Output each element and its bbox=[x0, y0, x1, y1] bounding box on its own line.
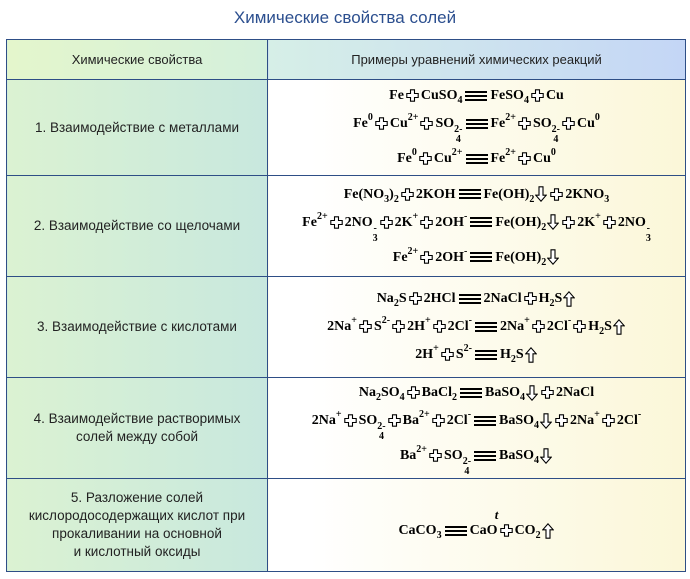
property-text: солей между собой bbox=[75, 429, 199, 444]
plus-icon bbox=[562, 216, 575, 229]
plus-icon bbox=[330, 216, 343, 229]
property-cell bbox=[7, 479, 268, 572]
plus-icon bbox=[531, 89, 544, 102]
property-text: 4. Взаимодействие растворимых bbox=[33, 411, 241, 426]
property-text: и кислотный оксиды bbox=[73, 544, 201, 559]
header-row bbox=[7, 40, 686, 80]
equation-molecular: $Fe(NO_3)_2$ 2KOH $Fe(OH)_2$ $2KNO_3$ bbox=[343, 186, 610, 205]
plus-icon bbox=[392, 320, 405, 333]
property-text: кислородосодержащих кислот при bbox=[28, 508, 246, 523]
plus-icon bbox=[429, 449, 442, 462]
plus-icon bbox=[500, 524, 513, 537]
plus-icon bbox=[602, 414, 615, 427]
equals-icon bbox=[444, 525, 468, 537]
property-text: прокаливании на основной bbox=[52, 526, 222, 541]
table-row bbox=[7, 277, 686, 378]
header-properties: Химические свойства bbox=[7, 40, 268, 80]
plus-icon bbox=[380, 216, 393, 229]
equation-short-ionic: Fe$^0$ $Cu^{2+}$ $Fe^{2+}$ Cu$^0$ bbox=[397, 147, 556, 166]
equations-cell bbox=[268, 479, 686, 572]
gas-arrow-up-icon bbox=[563, 291, 575, 307]
equation-decomposition: CaCO$_3$ CaO $CO_2$ bbox=[268, 521, 685, 541]
equals-icon bbox=[464, 90, 488, 102]
plus-icon bbox=[388, 414, 401, 427]
equals-icon bbox=[474, 349, 498, 361]
table-row bbox=[7, 176, 686, 277]
property-text: 3. Взаимодействие с кислотами bbox=[37, 319, 237, 334]
plus-icon bbox=[518, 117, 531, 130]
plus-icon bbox=[550, 188, 563, 201]
plus-icon bbox=[420, 117, 433, 130]
equations-cell bbox=[268, 176, 686, 277]
property-text: 1. Взаимодействие с металлами bbox=[34, 119, 240, 135]
plus-icon bbox=[407, 386, 420, 399]
plus-icon bbox=[420, 216, 433, 229]
equation-molecular: $Na_2S$ 2HCl 2NaCl $H_2S$ bbox=[268, 285, 685, 313]
equation-short-ionic: $Fe^{2+}$ 2OH- $Fe(OH)_2$ bbox=[268, 244, 685, 272]
plus-icon bbox=[432, 414, 445, 427]
plus-icon bbox=[532, 320, 545, 333]
equation-full-ionic: 2Na+ SO 2- 4 $Ba^{2+}$ 2Cl- BaSO$_4$ 2Na+ 2Cl- bbox=[311, 409, 642, 442]
precipitate-arrow-down-icon bbox=[547, 214, 559, 230]
plus-icon bbox=[433, 320, 446, 333]
equation-molecular: Fe CuSO$_4$ FeSO$_4$ Cu bbox=[389, 88, 564, 106]
precipitate-arrow-down-icon bbox=[540, 413, 552, 429]
equation-short-ionic: $Ba^{2+}$ SO 2- 4 BaSO$_4$ bbox=[268, 442, 685, 477]
salt-properties-table bbox=[6, 39, 686, 572]
plus-icon bbox=[359, 320, 372, 333]
property-text: 2. Взаимодействие со щелочами bbox=[33, 218, 241, 233]
equals-icon bbox=[458, 293, 482, 305]
equals-icon bbox=[473, 415, 497, 427]
precipitate-arrow-down-icon bbox=[526, 385, 538, 401]
plus-icon bbox=[441, 348, 454, 361]
plus-icon bbox=[409, 292, 422, 305]
equation-short-ionic: 2H+ $S^{2-}$ $H_2S$ bbox=[268, 341, 685, 369]
equation-full-ionic: Fe$^0$ $Cu^{2+}$ SO 2- 4 $Fe^{2+}$ SO 2- 4 Cu$^0$ bbox=[353, 112, 600, 145]
gas-arrow-up-icon bbox=[542, 523, 554, 539]
plus-icon bbox=[420, 251, 433, 264]
equals-icon bbox=[465, 153, 489, 165]
plus-icon bbox=[562, 117, 575, 130]
gas-arrow-up-icon bbox=[525, 347, 537, 363]
equals-icon bbox=[459, 387, 483, 399]
page-title: Химические свойства солей bbox=[233, 8, 457, 27]
property-cell bbox=[7, 378, 268, 479]
equals-icon bbox=[473, 450, 497, 462]
plus-icon bbox=[375, 117, 388, 130]
equals-icon bbox=[469, 216, 493, 228]
header-equations: Примеры уравнений химических реакций bbox=[268, 40, 686, 80]
plus-icon bbox=[406, 89, 419, 102]
equation-molecular: $Na_2SO_4$ BaCl$_2$ BaSO$_4$ 2NaCl bbox=[358, 385, 595, 403]
equals-icon bbox=[458, 188, 482, 200]
precipitate-arrow-down-icon bbox=[540, 448, 552, 464]
equals-icon bbox=[465, 118, 489, 130]
equation-full-ionic: $Fe^{2+}$ 2NO - 3 2K+ 2OH- $Fe(OH)_2$ 2K+ 2NO - 3 bbox=[302, 210, 651, 244]
equations-cell bbox=[268, 378, 686, 479]
property-cell bbox=[7, 277, 268, 378]
plus-icon bbox=[518, 152, 531, 165]
property-text: 5. Разложение солей bbox=[70, 490, 204, 505]
plus-icon bbox=[603, 216, 616, 229]
property-cell bbox=[7, 80, 268, 176]
property-cell bbox=[7, 176, 268, 277]
table-row bbox=[7, 80, 686, 176]
plus-icon bbox=[401, 188, 414, 201]
table-row bbox=[7, 378, 686, 479]
heating-condition: t bbox=[494, 507, 499, 522]
equals-icon bbox=[474, 321, 498, 333]
plus-icon bbox=[419, 152, 432, 165]
table-row bbox=[7, 479, 686, 572]
plus-icon bbox=[541, 386, 554, 399]
plus-icon bbox=[555, 414, 568, 427]
plus-icon bbox=[524, 292, 537, 305]
equations-cell bbox=[268, 80, 686, 176]
gas-arrow-up-icon bbox=[613, 319, 625, 335]
equals-icon bbox=[469, 251, 493, 263]
precipitate-arrow-down-icon bbox=[535, 186, 547, 202]
plus-icon bbox=[344, 414, 357, 427]
precipitate-arrow-down-icon bbox=[547, 249, 559, 265]
plus-icon bbox=[573, 320, 586, 333]
equations-cell bbox=[268, 277, 686, 378]
equation-full-ionic: 2Na+ $S^{2-}$ 2H+ 2Cl- 2Na+ 2Cl- $H_2S$ bbox=[268, 313, 685, 341]
